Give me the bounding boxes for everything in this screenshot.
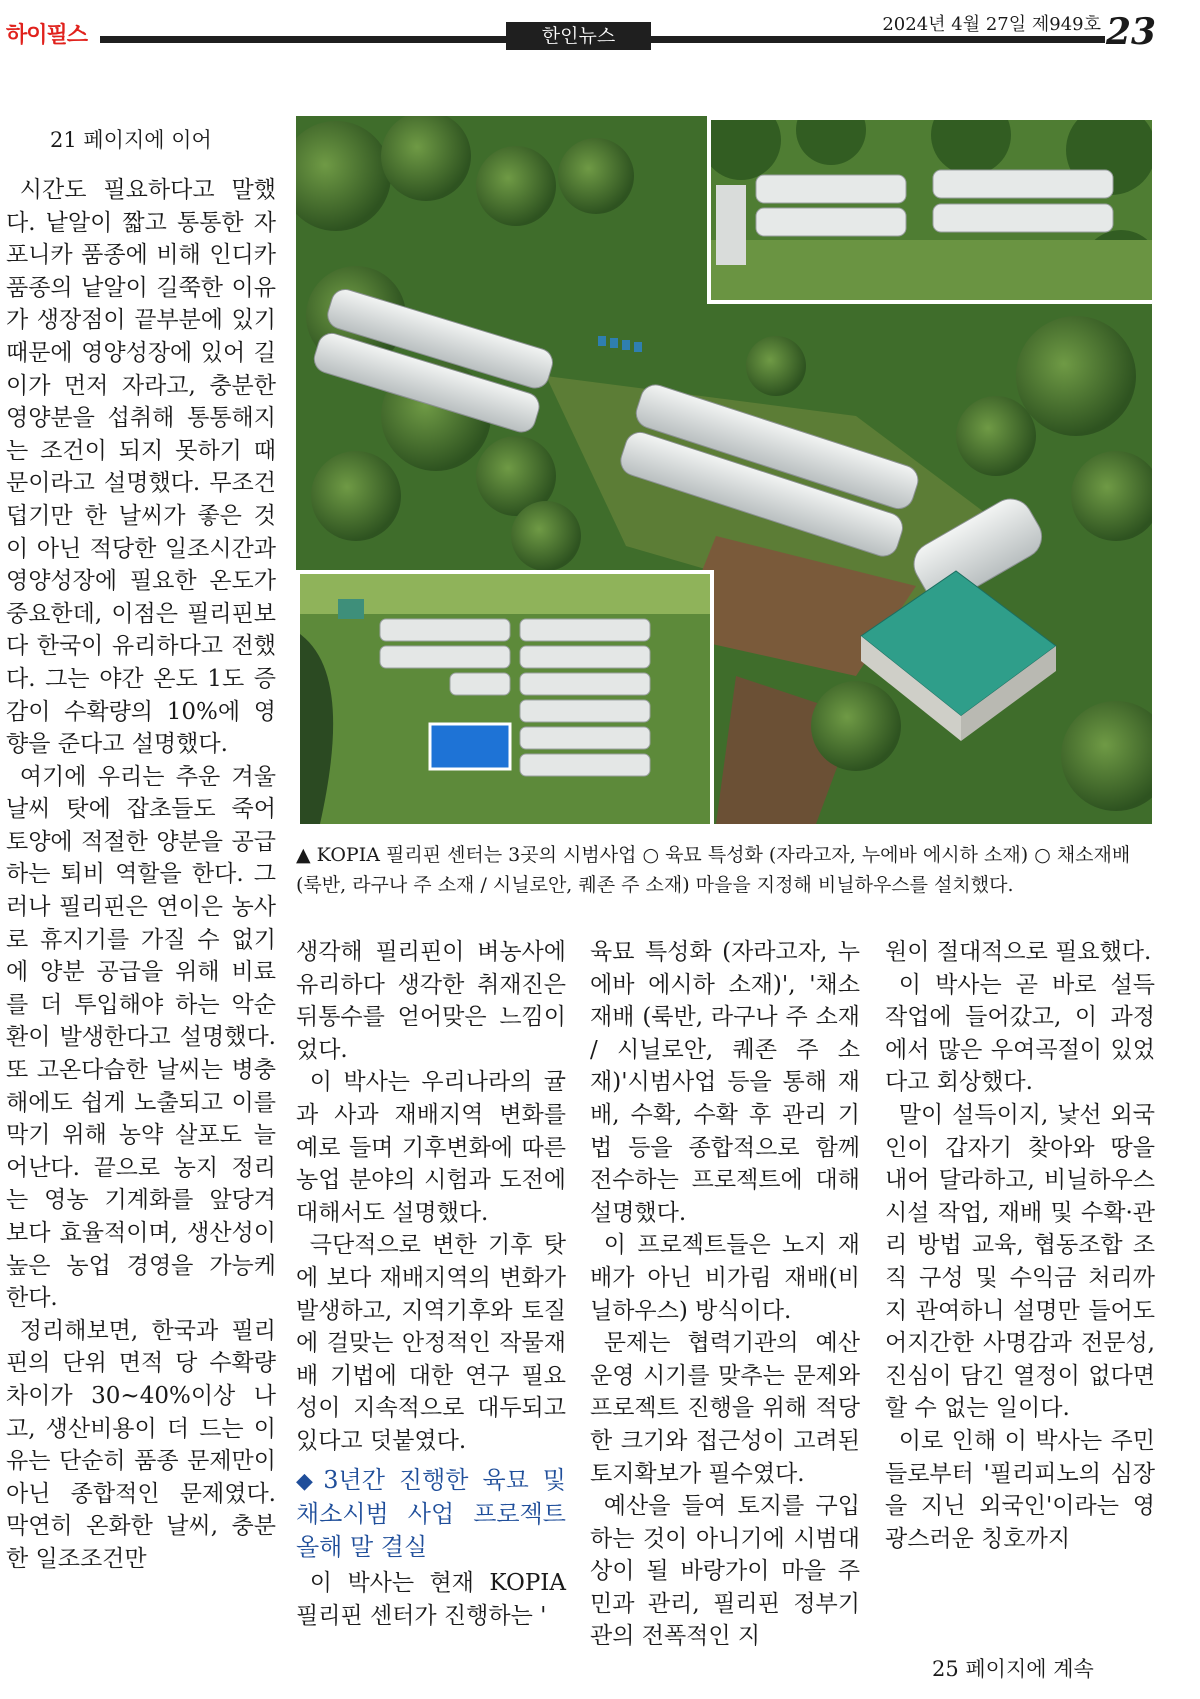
- paragraph: 이 박사는 현재 KOPIA 필리핀 센터가 진행하는 ': [296, 1570, 566, 1629]
- brand-logo: 하이필스: [6, 23, 88, 48]
- section-subheading: ◆ 3년간 진행한 육묘 및 채소시범 사업 프로젝트 올해 말 결실: [296, 1465, 566, 1561]
- issue-date: 2024년 4월 27일 제949호: [878, 10, 1105, 36]
- paragraph: 예산을 들여 토지를 구입하는 것이 아니기에 시범대상이 될 바랑가이 마을 주민과 관리, 필리핀 정부기관의 전폭적인 지: [590, 1493, 860, 1650]
- paragraph: 문제는 협력기관의 예산 운영 시기를 맞추는 문제와 프로젝트 진행을 위해 적당한 크기와 접근성이 고려된 토지확보가 필수였다.: [590, 1330, 860, 1487]
- paragraph: 시간도 필요하다고 말했다. 낱알이 짧고 통통한 자포니카 품종에 비해 인디카 품종의 낱알이 길쭉한 이유가 생장점이 끝부분에 있기 때문에 영양성장에 있어 길이가 먼저 자라고, 충분한 영양분을 섭취해 통통해지는 조건이 되지 못하기 때문이라고 설명했다. 무조건 덥기만 한 날씨가 좋은 것이 아닌 적당한 일조시간과 영양성장에 필요한 온도가 중요한데, 이점은 필리핀보다 한국이 유리하다고 전했다. 그는 야간 온도 1도 증감이 수확량의 10%에 영향을 준다고 설명했다.: [6, 177, 276, 758]
- paragraph: 정리해보면, 한국과 필리핀의 단위 면적 당 수확량 차이가 30~40%이상 나고, 생산비용이 더 드는 이유는 단순히 품종 문제만이 아닌 종합적인 문제였다. 막연히 온화한 날씨, 충분한 일조조건만: [6, 1317, 276, 1572]
- paragraph: 이 프로젝트들은 노지 재배가 아닌 비가림 재배(비닐하우스) 방식이다.: [590, 1232, 860, 1324]
- continued-from-line: 21 페이지에 이어: [50, 128, 212, 152]
- article-column-1: [6, 174, 276, 1576]
- paragraph: 이로 인해 이 박사는 주민들로부터 '필리피노의 심장을 지닌 외국인'이라는 영광스러운 칭호까지: [885, 1427, 1155, 1552]
- diamond-bullet-icon: ◆: [296, 1468, 320, 1494]
- greenhouse-inset-photo-bottom: [296, 570, 714, 828]
- paragraph: 원이 절대적으로 필요했다.: [885, 939, 1152, 965]
- paragraph: 극단적으로 변한 기후 탓에 보다 재배지역의 변화가 발생하고, 지역기후와 토질에 걸맞는 안정적인 작물재배 기법에 대한 연구 필요성이 지속적으로 대두되고 있다고 덧붙였다.: [296, 1232, 566, 1454]
- paragraph: 이 박사는 곧 바로 설득 작업에 들어갔고, 이 과정에서 많은 우여곡절이 있었다고 회상했다.: [885, 971, 1155, 1096]
- article-column-4: [885, 936, 1155, 1555]
- paragraph: 생각해 필리핀이 벼농사에 유리하다 생각한 취재진은 뒤통수를 얻어맞은 느낌이었다.: [296, 939, 566, 1063]
- continued-on-line: 25 페이지에 계속: [932, 1657, 1094, 1681]
- section-label: 한인뉴스: [506, 22, 651, 50]
- page-number: 23: [1106, 11, 1157, 53]
- article-column-3: [590, 936, 860, 1653]
- photo-caption: ▲ KOPIA 필리핀 센터는 3곳의 시범사업 ○ 육묘 특성화 (자라고자, 누에바 에시하 소재) ○ 채소재배 (룩반, 라구나 주 소재 / 시닐로안, 퀘존 주 소재) 마을을 지정해 비닐하우스를 설치했다.: [296, 844, 1131, 896]
- article-column-2: [296, 936, 566, 1632]
- paragraph: 육묘 특성화 (자라고자, 누에바 에시하 소재)', '채소재배 (룩반, 라구나 주 소재 / 시닐로안, 퀘존 주 소재)'시범사업 등을 통해 재배, 수확, 수확 후 관리 기법 등을 종합적으로 함께 전수하는 프로젝트에 대해 설명했다.: [590, 939, 860, 1226]
- masthead: [0, 0, 1200, 60]
- paragraph: 말이 설득이지, 낯선 외국인이 갑자기 찾아와 땅을 내어 달라하고, 비닐하우스 시설 작업, 재배 및 수확·관리 방법 교육, 협동조합 조직 구성 및 수익금 처리까지 관여하니 설명만 들어도 어지간한 사명감과 전문성, 진심이 담긴 열정이 없다면 할 수 없는 일이다.: [885, 1101, 1155, 1422]
- paragraph: 이 박사는 우리나라의 귤과 사과 재배지역 변화를 예로 들며 기후변화에 따른 농업 분야의 시험과 도전에 대해서도 설명했다.: [296, 1069, 566, 1226]
- greenhouse-inset-photo-top: [707, 116, 1156, 304]
- paragraph: 여기에 우리는 추운 겨울 날씨 탓에 잡초들도 죽어 토양에 적절한 양분을 공급하는 퇴비 역할을 한다. 그러나 필리핀은 연이은 농사로 휴지기를 가질 수 없기에 양분 공급을 위해 비료를 더 투입해야 하는 악순환이 발생한다고 설명했다. 또 고온다습한 날씨는 병충해에도 쉽게 노출되고 이를 막기 위해 농약 살포도 늘어난다. 끝으로 농지 정리는 영농 기계화를 앞당겨 보다 효율적이며, 생산성이 높은 농업 경영을 가능케 한다.: [6, 763, 276, 1312]
